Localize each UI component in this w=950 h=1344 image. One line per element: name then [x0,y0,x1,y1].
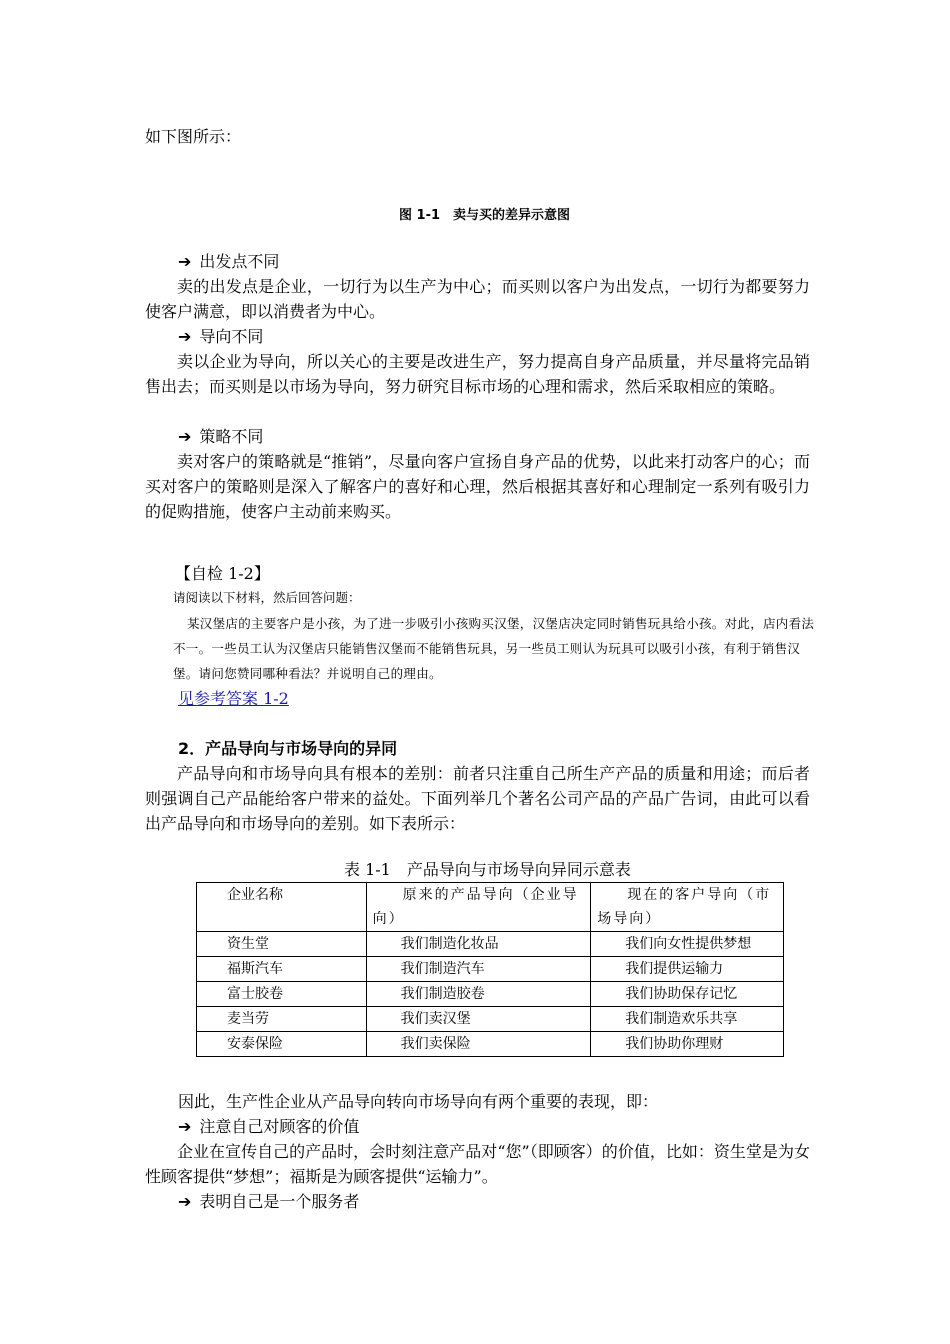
point-heading-text: 表明自己是一个服务者 [199,1192,360,1211]
table-cell: 我们卖保险 [366,1032,591,1057]
table-row [197,1007,784,1032]
table-cell: 我们协助你理财 [591,1032,784,1057]
section2-paragraph: 产品导向和市场导向具有根本的差别：前者只注重自己所生产产品的质量和用途；而后者则强调自己产品能给客户带来的益处。下面列举几个著名公司产品的产品广告词，由此可以看出产品导向和市场导向的差别。如下表所示： [145,764,810,833]
table-cell: 我们制造欢乐共享 [591,1007,784,1032]
figure-caption: 图 1-1 卖与买的差异示意图 [399,208,571,223]
table-header-cell: 企业名称 [197,883,367,932]
section-paragraph: 卖以企业为导向，所以关心的主要是改进生产，努力提高自身产品质量，并尽量将完品销售出去；而买则是以市场为导向，努力研究目标市场的心理和需求，然后采取相应的策略。 [145,352,810,396]
section-paragraph: 卖对客户的策略就是“推销”，尽量向客户宣扬自身产品的优势，以此来打动客户的心；而买对客户的策略则是深入了解客户的喜好和心理，然后根据其喜好和心理制定一系列有吸引力的促购措施，使客户主动前来购买。 [145,452,810,521]
table-header-text: 原来的产品导向（企业导向） [372,887,579,927]
section-heading [178,324,263,349]
point-heading [178,1114,359,1139]
arrow-icon: ➔ [178,327,192,346]
table-cell: 我们提供运输力 [591,957,784,982]
section-heading [178,249,279,274]
self-check-material: 某汉堡店的主要客户是小孩，为了进一步吸引小孩购买汉堡，汉堡店决定同时销售玩具给小孩。对此，店内看法不一。一些员工认为汉堡店只能销售汉堡而不能销售玩具，另一些员工则认为玩具可以吸引小孩，有利于销售汉堡。请问您赞同哪种看法？并说明自己的理由。 [173,616,815,681]
section-heading-text: 策略不同 [199,427,264,446]
table-cell: 我们制造汽车 [366,957,591,982]
table-row [197,1032,784,1057]
intro-line: 如下图所示： [145,127,242,146]
self-check-title: 【自检 1-2】 [175,564,270,583]
arrow-icon: ➔ [178,427,192,446]
arrow-icon: ➔ [178,252,192,271]
table-cell: 我们协助保存记忆 [591,982,784,1007]
comparison-table [196,882,784,1057]
conclusion-line: 因此，生产性企业从产品导向转向市场导向有两个重要的表现，即： [178,1092,659,1111]
section-heading-text: 出发点不同 [199,252,280,271]
section-paragraph: 卖的出发点是企业，一切行为以生产为中心；而买则以客户为出发点，一切行为都要努力使客户满意，即以消费者为中心。 [145,277,810,321]
table-header-cell [591,883,784,932]
table-cell: 安泰保险 [197,1032,367,1057]
table-cell: 麦当劳 [197,1007,367,1032]
point-paragraph: 企业在宣传自己的产品时，会时刻注意产品对“您”（即顾客）的价值，比如：资生堂是为女性顾客提供“梦想”；福斯是为顾客提供“运输力”。 [145,1142,810,1186]
table-caption: 表 1-1 产品导向与市场导向异同示意表 [344,860,631,879]
point-heading-text: 注意自己对顾客的价值 [199,1117,360,1136]
answer-link[interactable]: 见参考答案 1-2 [178,689,289,708]
table-row [197,957,784,982]
arrow-icon: ➔ [178,1192,192,1211]
table-header-cell [366,883,591,932]
section2-heading: 2．产品导向与市场导向的异同 [178,739,398,758]
table-header-row [197,883,784,932]
table-header-text: 现在的客户导向（市场导向） [597,887,772,927]
arrow-icon: ➔ [178,1117,192,1136]
table-row [197,982,784,1007]
table-cell: 我们卖汉堡 [366,1007,591,1032]
table-cell: 我们制造胶卷 [366,982,591,1007]
section-heading [178,424,263,449]
point-heading [178,1189,359,1214]
table-cell: 资生堂 [197,932,367,957]
table-cell: 富士胶卷 [197,982,367,1007]
self-check-prompt: 请阅读以下材料，然后回答问题： [173,590,361,605]
section-heading-text: 导向不同 [199,327,264,346]
table-cell: 我们制造化妆品 [366,932,591,957]
table-cell: 我们向女性提供梦想 [591,932,784,957]
table-cell: 福斯汽车 [197,957,367,982]
table-row [197,932,784,957]
